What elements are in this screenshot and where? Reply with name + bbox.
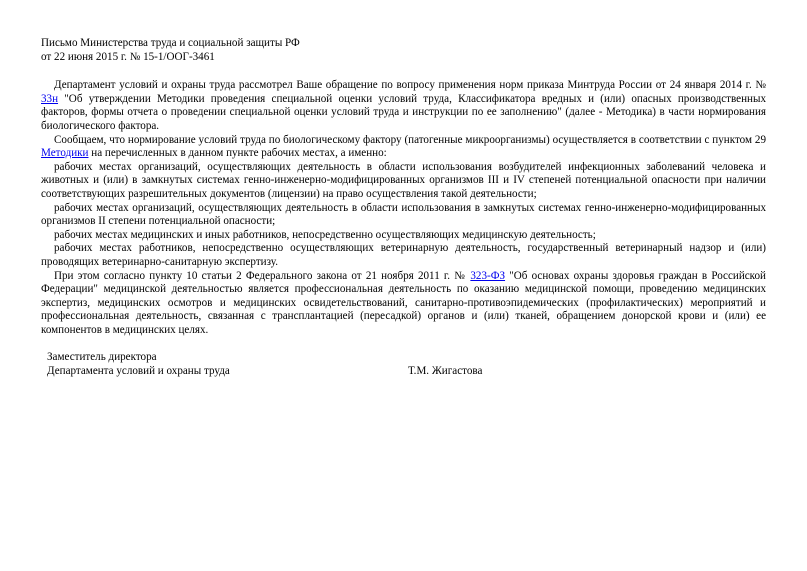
methodology-link[interactable]: Методики <box>41 147 89 160</box>
paragraph-intro-text-start: Департамент условий и охраны труда рассмотрел Ваше обращение по вопросу применения норм приказа Минтруда России от 24 января 2014 г. № <box>54 79 766 92</box>
signature-department: Департамента условий и охраны труда <box>47 364 230 377</box>
paragraph-notice <box>41 134 766 161</box>
letter-document <box>41 37 766 337</box>
paragraph-notice-text-start: Сообщаем, что нормирование условий труда по биологическому фактору (патогенные микроорганизмы) осуществляется в соответствии с пунктом 29 <box>54 133 766 146</box>
header-title: Письмо Министерства труда и социальной защиты РФ <box>41 37 300 49</box>
paragraph-intro-text-end: "Об утверждении Методики проведения специальной оценки условий труда, Классификатора вредных и (или) опасных производственных факторов, формы отчета о проведении специальной оценки условий труда и инструкции по ее заполнению" (далее - Методика) в части нормирования биологического фактора. <box>41 92 766 132</box>
list-item-medical: рабочих местах медицинских и иных работников, непосредственно осуществляющих медицинскую деятельность; <box>54 228 596 241</box>
list-item-pathogens: рабочих местах организаций, осуществляющих деятельность в области использования возбудителей инфекционных заболеваний человека и животных и (или) в замкнутых системах генно-инженерно-модифицированных организмов III и IV степеней потенциальной опасности при наличии соответствующих разрешительных документов (лицензии) на право осуществления такой деятельности; <box>41 160 766 200</box>
signature-name: Т.М. Жигастова <box>408 364 483 377</box>
paragraph-law-text-end: "Об основах охраны здоровья граждан в Российской Федерации" медицинской деятельностью является профессиональная деятельность по оказанию медицинской помощи, проведению медицинских экспертиз, медицинских осмотров и медицинских освидетельствований, санитарно-противоэпидемических (профилактических) мероприятий и профессиональная деятельность, связанная с трансплантацией (пересадкой) органов и (или) тканей, обращением донорской крови и (или) ее компонентов в медицинских целях. <box>41 269 766 336</box>
paragraph-law-text-start: При этом согласно пункту 10 статьи 2 Федерального закона от 21 ноября 2011 г. № <box>54 269 471 282</box>
signature-block <box>47 351 547 378</box>
list-item-veterinary: рабочих местах работников, непосредственно осуществляющих ветеринарную деятельность, государственный ветеринарный надзор и (или) проводящих ветеринарно-санитарную экспертизу. <box>41 242 766 268</box>
signature-position: Заместитель директора <box>47 351 157 363</box>
letter-body <box>41 79 766 337</box>
paragraph-law-reference <box>41 270 766 338</box>
signature-row-1 <box>47 351 547 365</box>
law-323-fz-link[interactable]: 323-ФЗ <box>470 269 506 282</box>
paragraph-intro <box>41 79 766 133</box>
order-33n-link[interactable]: 33н <box>41 92 59 105</box>
list-item-gmo: рабочих местах организаций, осуществляющих деятельность в области использования в замкнутых системах генно-инженерно-модифицированных организмов II степени потенциальной опасности; <box>41 201 766 228</box>
signature-row-2 <box>47 365 547 379</box>
paragraph-notice-text-end: на перечисленных в данном пункте рабочих местах, а именно: <box>88 147 387 160</box>
header-date-number: от 22 июня 2015 г. № 15-1/ООГ-3461 <box>41 50 215 63</box>
letter-header <box>41 37 766 64</box>
